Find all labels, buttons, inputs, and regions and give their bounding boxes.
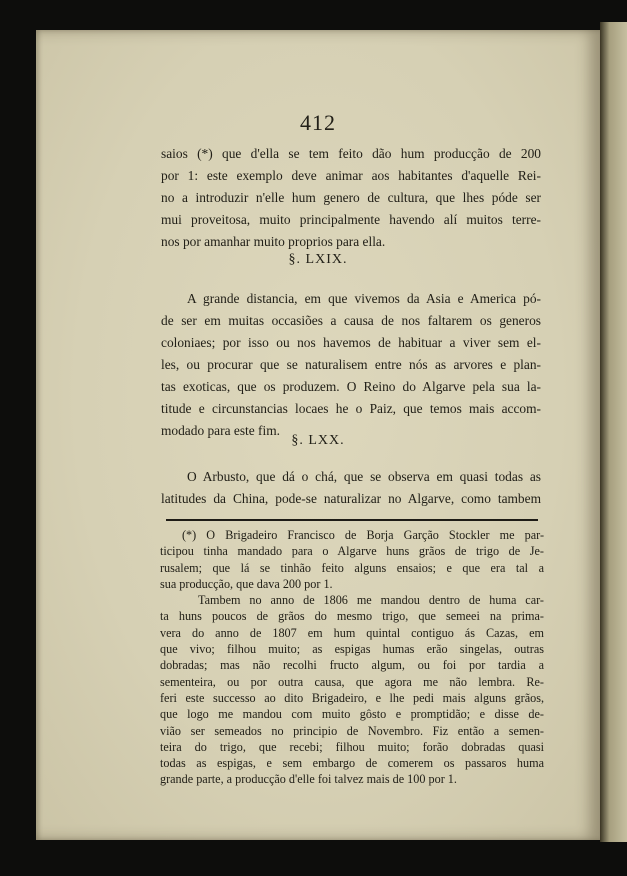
text-line: modado para este fim. (161, 423, 280, 438)
text-line: coloniaes; por isso ou nos havemos de habituar a viver sem el- (161, 335, 541, 350)
footnote-line: ta huns poucos de grãos do mesmo trigo, que semeei na prima- (160, 609, 544, 624)
footnote-line: sementeira, ou por outra causa, que agora me não lembra. Re- (160, 674, 544, 689)
text-line: tas exoticas, que os produzem. O Reino do Algarve pela sua la- (161, 379, 541, 394)
text-line: latitudes da China, pode-se naturalizar no Algarve, como tambem (161, 491, 541, 506)
footnote-line: grande parte, a producção d'elle foi talvez mais de 100 por 1. (160, 772, 457, 787)
text-line: saios (*) que d'ella se tem feito dão hum producção de 200 (161, 146, 541, 161)
text-line: mui proveitosa, muito principalmente havendo alí muitos terre- (161, 212, 541, 227)
footnote-line: vião ser semeados no principio de Novembro. Fiz então a semen- (160, 723, 544, 738)
footnote-line: (*) O Brigadeiro Francisco de Borja Garção Stockler me par- (182, 528, 544, 542)
page-number: 412 (300, 110, 336, 135)
footnote-line: vera do anno de 1807 em hum quintal contiguo ás Cazas, em (160, 625, 544, 640)
paragraph-intro (161, 143, 541, 253)
text-line: de ser em muitas occasiões a causa de nos faltarem os generos (161, 313, 541, 328)
text-line: A grande distancia, em que vivemos da Asia e America pó- (187, 291, 541, 306)
footnote (160, 527, 544, 788)
footnote-line: que vivo; filhou muito; as espigas humas erão singelas, outras (160, 642, 544, 657)
next-page-edge (600, 22, 627, 842)
text-line: les, ou procurar que se naturalisem entre nós as arvores e plan- (161, 357, 541, 372)
footnote-line: rusalem; que lá se tinhão feito alguns ensaios; e que era tal a (160, 560, 544, 575)
footnote-line: ticipou tinha mandado para o Algarve huns grãos de trigo de Je- (160, 544, 544, 559)
text-line: titude e circunstancias locaes he o Paiz, que temos mais accom- (161, 401, 541, 416)
footnote-line: feri este successo ao dito Brigadeiro, e lhe pedi mais alguns grãos, (160, 690, 544, 705)
book-page (36, 30, 600, 840)
footnote-rule (166, 519, 538, 521)
section-heading-lxix: §. LXIX. (288, 252, 348, 267)
section-heading-lxx: §. LXX. (291, 433, 345, 448)
footnote-line: teira do trigo, que recebi; filhou muito; forão dobradas quasi (160, 739, 544, 754)
footnote-line: que logo me mandou com muito gôsto e promptidão; e disse de- (160, 707, 544, 722)
text-line: O Arbusto, que dá o chá, que se observa em quasi todas as (187, 469, 541, 484)
text-line: nos por amanhar muito proprios para ella. (161, 234, 386, 249)
footnote-line: Tambem no anno de 1806 me mandou dentro de huma car- (198, 593, 544, 608)
paragraph-lxx (161, 466, 541, 510)
footnote-line: sua producção, que dava 200 por 1. (160, 576, 333, 591)
paragraph-lxix (161, 288, 541, 442)
text-line: por 1: este exemplo deve animar aos habitantes d'aquelle Rei- (161, 168, 541, 183)
text-line: no a introduzir n'elle hum genero de cultura, que lhes póde ser (161, 190, 541, 205)
footnote-line: todas as espigas, e sem embargo de comerem os passaros huma (160, 756, 544, 771)
footnote-line: dobradas; mas não recolhi fructo algum, ou foi por tardia a (160, 658, 544, 673)
